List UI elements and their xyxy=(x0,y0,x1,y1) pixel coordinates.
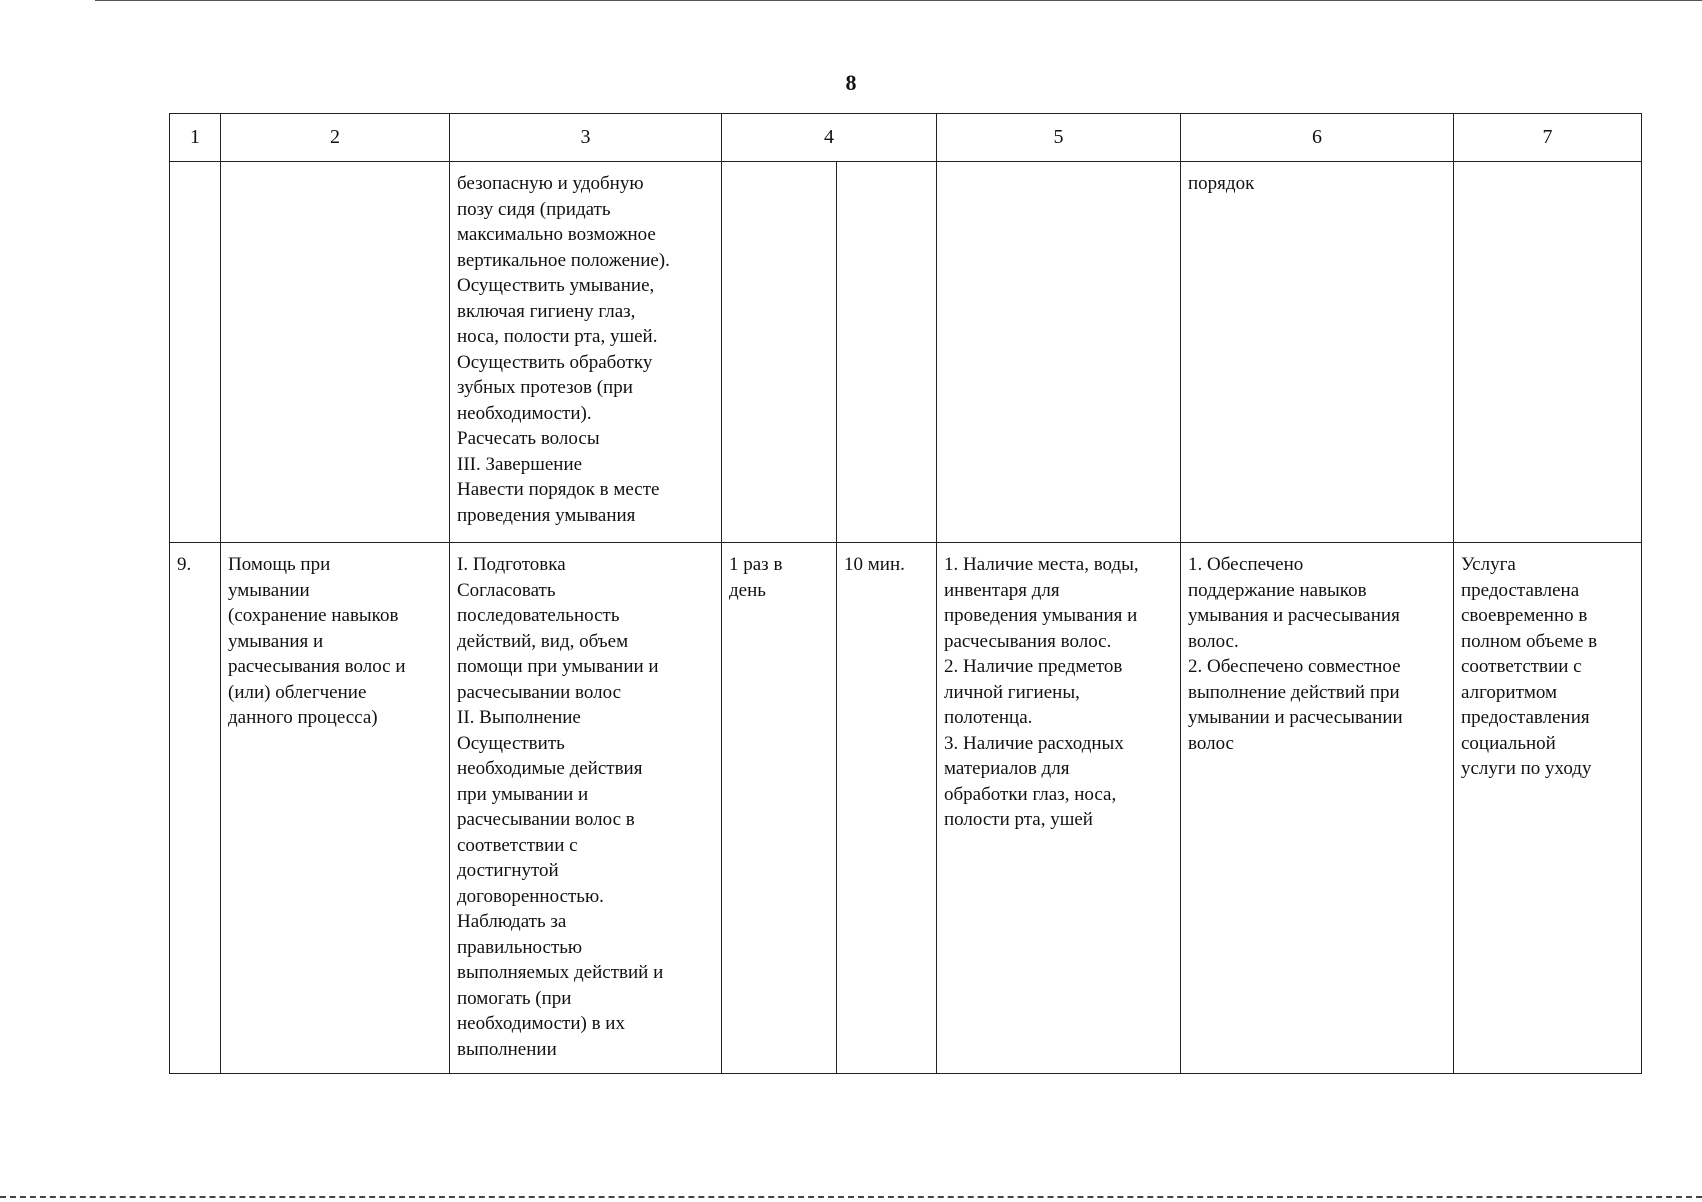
header-col-6: 6 xyxy=(1181,114,1454,162)
text-line: порядок xyxy=(1188,173,1255,194)
text-line: зубных протезов (при xyxy=(457,377,633,398)
text-line: проведения умывания xyxy=(457,504,636,526)
item-frequency-cell xyxy=(722,543,837,1074)
text-line: 2. Наличие предметов xyxy=(944,656,1123,677)
text-line: выполнении xyxy=(457,1038,557,1060)
text-line: проведения умывания и xyxy=(944,605,1138,626)
item-conditions-cell xyxy=(937,543,1181,1074)
text-line: поддержание навыков xyxy=(1188,579,1367,601)
header-col-4: 4 xyxy=(722,114,937,162)
page-number: 8 xyxy=(845,70,857,95)
text-line: полотенца. xyxy=(944,707,1033,728)
service-standards-table xyxy=(169,113,1642,1074)
text-line: Осуществить обработку xyxy=(457,351,653,373)
text-line: волос. xyxy=(1188,630,1239,652)
text-line: 1 раз в xyxy=(729,554,783,575)
text-line: договоренностью. xyxy=(457,885,604,907)
cont-results-cell xyxy=(1181,162,1454,543)
header-col-2: 2 xyxy=(221,114,450,162)
text-line: умывания и xyxy=(228,630,324,652)
text-line: полном объеме в xyxy=(1461,630,1598,652)
text-line: носа, полости рта, ушей. xyxy=(457,326,658,347)
cont-duration-cell xyxy=(837,162,937,543)
text-line: своевременно в xyxy=(1461,605,1588,626)
item-steps-cell xyxy=(450,543,722,1074)
text-line: необходимые действия xyxy=(457,758,643,779)
text-line: Помощь при xyxy=(228,554,331,575)
text-line: включая гигиену глаз, xyxy=(457,300,636,322)
text-line: (сохранение навыков xyxy=(228,605,399,626)
text-line: 3. Наличие расходных xyxy=(944,732,1124,754)
text-line: день xyxy=(729,579,766,601)
cont-service-cell xyxy=(221,162,450,543)
text-line: Навести порядок в месте xyxy=(457,479,660,500)
item-evaluation-cell xyxy=(1454,543,1642,1074)
text-line: Согласовать xyxy=(457,579,556,601)
text-line: Наблюдать за xyxy=(457,911,567,932)
text-line: Осуществить умывание, xyxy=(457,275,655,296)
text-line: помощи при умывании и xyxy=(457,656,659,677)
text-line: выполняемых действий и xyxy=(457,962,664,983)
text-line: личной гигиены, xyxy=(944,681,1080,703)
text-line: последовательность xyxy=(457,605,620,626)
text-line: полости рта, ушей xyxy=(944,809,1093,830)
text-line: 2. Обеспечено совместное xyxy=(1188,656,1401,677)
cont-conditions-cell xyxy=(937,162,1181,543)
text-line: III. Завершение xyxy=(457,453,583,475)
text-line: правильностью xyxy=(457,936,583,958)
header-col-5: 5 xyxy=(937,114,1181,162)
header-col-7: 7 xyxy=(1454,114,1642,162)
text-line: инвентаря для xyxy=(944,579,1060,601)
cont-frequency-cell xyxy=(722,162,837,543)
text-line: данного процесса) xyxy=(228,707,378,728)
header-col-1: 1 xyxy=(170,114,221,162)
text-line: волос xyxy=(1188,732,1234,754)
text-line: алгоритмом xyxy=(1461,681,1558,703)
text-line: при умывании и xyxy=(457,783,589,805)
text-line: обработки глаз, носа, xyxy=(944,783,1117,805)
item-results-cell xyxy=(1181,543,1454,1074)
cont-steps-cell xyxy=(450,162,722,543)
table-row-item-9 xyxy=(170,543,1642,1074)
text-line: умывания и расчесывания xyxy=(1188,605,1400,626)
text-line: умывании xyxy=(228,579,310,601)
item-service-cell xyxy=(221,543,450,1074)
cont-number-cell xyxy=(170,162,221,543)
text-line: предоставлена xyxy=(1461,579,1580,601)
text-line: соответствии с xyxy=(457,834,578,856)
text-line: расчесывания волос и xyxy=(228,656,406,677)
header-col-3: 3 xyxy=(450,114,722,162)
text-line: выполнение действий при xyxy=(1188,681,1400,703)
text-line: Расчесать волосы xyxy=(457,428,600,449)
table-row-continuation xyxy=(170,162,1642,543)
text-line: Услуга xyxy=(1461,554,1516,575)
text-line: вертикальное положение). xyxy=(457,249,670,271)
table-header-row xyxy=(170,114,1642,162)
text-line: достигнутой xyxy=(457,860,559,881)
text-line: необходимости). xyxy=(457,402,592,424)
text-line: 1. Обеспечено xyxy=(1188,554,1304,575)
text-line: (или) облегчение xyxy=(228,681,367,703)
text-line: услуги по уходу xyxy=(1461,758,1592,779)
text-line: безопасную и удобную xyxy=(457,173,644,194)
text-line: расчесывания волос. xyxy=(944,630,1112,652)
scan-top-border-line xyxy=(95,0,1702,2)
text-line: действий, вид, объем xyxy=(457,630,629,652)
scan-bottom-border-line xyxy=(0,1196,1702,1202)
text-line: материалов для xyxy=(944,758,1070,779)
text-line: предоставления xyxy=(1461,707,1590,728)
text-line: социальной xyxy=(1461,732,1556,754)
text-line: расчесывании волос xyxy=(457,681,622,703)
text-line: максимально возможное xyxy=(457,224,656,245)
item-duration-cell: 10 мин. xyxy=(837,543,937,1074)
text-line: Осуществить xyxy=(457,732,565,754)
text-line: расчесывании волос в xyxy=(457,809,635,830)
text-line: помогать (при xyxy=(457,987,572,1009)
text-line: необходимости) в их xyxy=(457,1013,625,1034)
text-line: позу сидя (придать xyxy=(457,198,611,220)
text-line: II. Выполнение xyxy=(457,707,581,728)
text-line: умывании и расчесывании xyxy=(1188,707,1403,728)
cont-evaluation-cell xyxy=(1454,162,1642,543)
item-number-cell: 9. xyxy=(170,543,221,1074)
text-line: 1. Наличие места, воды, xyxy=(944,554,1139,575)
text-line: I. Подготовка xyxy=(457,554,566,575)
text-line: соответствии с xyxy=(1461,656,1582,677)
